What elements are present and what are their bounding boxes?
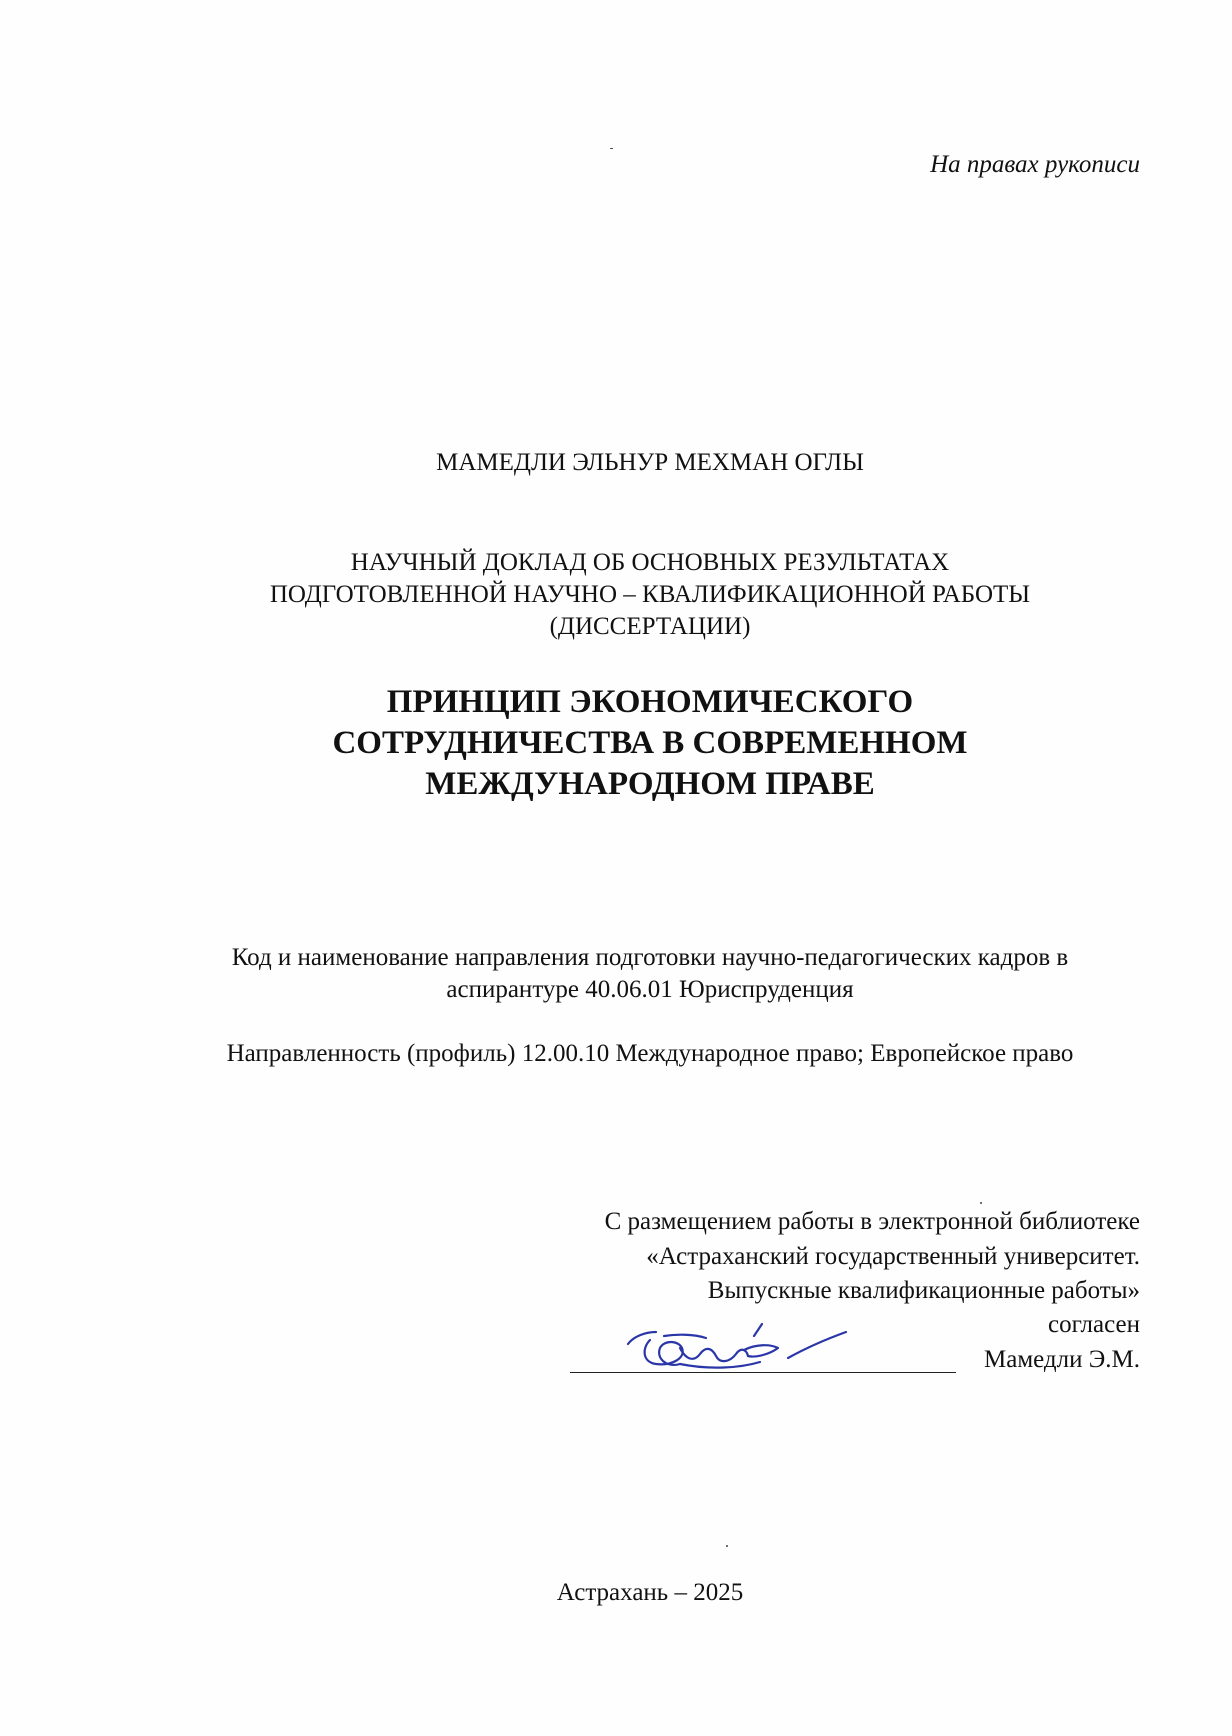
author-name: МАМЕДЛИ ЭЛЬНУР МЕХМАН ОГЛЫ	[436, 449, 864, 476]
report-heading-line-3: (ДИССЕРТАЦИИ)	[549, 613, 751, 640]
consent-line-2: «Астраханский государственный университет.	[646, 1243, 1140, 1270]
consent-line-3: Выпускные квалификационные работы»	[707, 1277, 1140, 1304]
consent-line-1: С размещением работы в электронной библиотеке	[604, 1208, 1140, 1235]
title-line-1: ПРИНЦИП ЭКОНОМИЧЕСКОГО	[386, 684, 914, 720]
report-heading-line-1: НАУЧНЫЙ ДОКЛАД ОБ ОСНОВНЫХ РЕЗУЛЬТАТАХ	[350, 549, 950, 576]
signatory-name: Мамедли Э.М.	[984, 1346, 1140, 1373]
title-line-2: СОТРУДНИЧЕСТВА В СОВРЕМЕННОМ	[332, 725, 968, 761]
scan-speck	[610, 148, 613, 149]
direction-line-2: аспирантуре 40.06.01 Юриспруденция	[446, 976, 854, 1003]
direction-line-1: Код и наименование направления подготовки научно-педагогических кадров в	[231, 944, 1069, 971]
consent-line-4: согласен	[1047, 1311, 1140, 1338]
profile-line: Направленность (профиль) 12.00.10 Международное право; Европейское право	[226, 1040, 1074, 1067]
scan-speck	[980, 1202, 982, 1204]
title-line-3: МЕЖДУНАРОДНОМ ПРАВЕ	[425, 766, 875, 802]
report-heading-line-2: ПОДГОТОВЛЕННОЙ НАУЧНО – КВАЛИФИКАЦИОННОЙ РАБОТЫ	[269, 581, 1031, 608]
handwritten-signature	[620, 1318, 860, 1378]
footer-city-year: Астрахань – 2025	[556, 1579, 744, 1606]
scan-speck	[726, 1545, 728, 1547]
manuscript-note: На правах рукописи	[930, 151, 1140, 178]
